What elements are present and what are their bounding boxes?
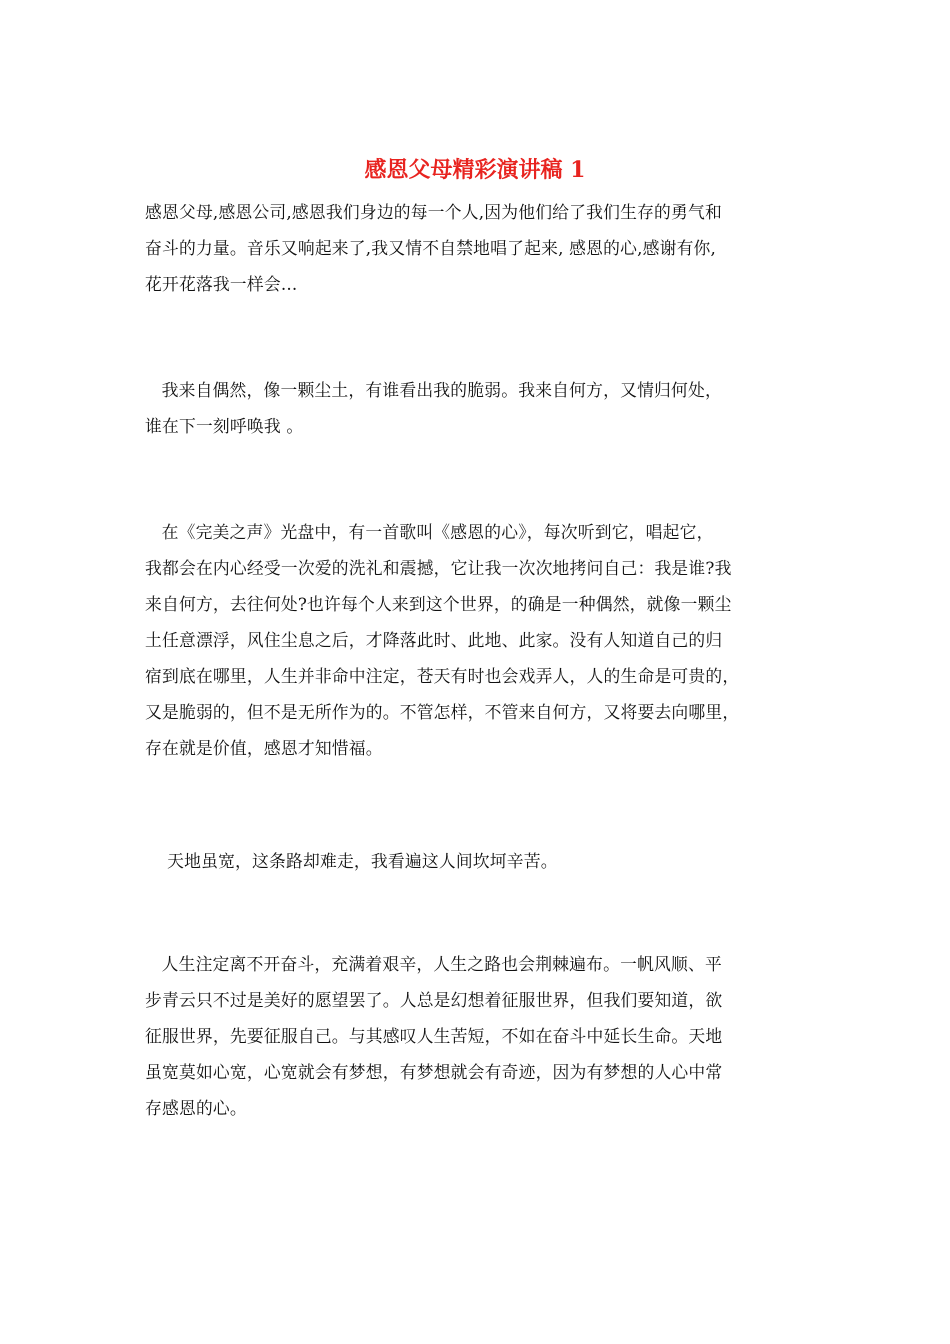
paragraph-line: 花开花落我一样会... bbox=[145, 274, 298, 294]
paragraph-4 bbox=[145, 843, 805, 879]
paragraph-line: 存在就是价值，感恩才知惜福。 bbox=[145, 738, 383, 758]
paragraph-1 bbox=[145, 194, 805, 302]
paragraph-2 bbox=[145, 372, 805, 444]
paragraph-line: 奋斗的力量。音乐又响起来了,我又情不自禁地唱了起来, 感恩的心,感谢有你, bbox=[145, 238, 717, 258]
paragraph-line: 人生注定离不开奋斗，充满着艰辛，人生之路也会荆棘遍布。一帆风顺、平 bbox=[145, 954, 722, 974]
paragraph-line: 感恩父母,感恩公司,感恩我们身边的每一个人,因为他们给了我们生存的勇气和 bbox=[145, 202, 722, 222]
paragraph-line: 在《完美之声》光盘中，有一首歌叫《感恩的心》，每次听到它，唱起它， bbox=[145, 522, 714, 542]
paragraph-line: 土任意漂浮，风住尘息之后，才降落此时、此地、此家。没有人知道自己的归 bbox=[145, 630, 723, 650]
paragraph-line: 来自何方，去往何处?也许每个人来到这个世界，的确是一种偶然，就像一颗尘 bbox=[145, 594, 732, 614]
paragraph-line: 谁在下一刻呼唤我 。 bbox=[145, 416, 304, 436]
paragraph-line: 我都会在内心经受一次爱的洗礼和震撼，它让我一次次地拷问自己：我是谁?我 bbox=[145, 558, 732, 578]
paragraph-5 bbox=[145, 946, 805, 1126]
document-title: 感恩父母精彩演讲稿 1 bbox=[364, 157, 586, 183]
paragraph-line: 虽宽莫如心宽，心宽就会有梦想，有梦想就会有奇迹，因为有梦想的人心中常 bbox=[145, 1062, 723, 1082]
paragraph-3 bbox=[145, 514, 805, 766]
paragraph-line: 又是脆弱的，但不是无所作为的。不管怎样，不管来自何方，又将要去向哪里， bbox=[145, 702, 740, 722]
paragraph-line: 征服世界，先要征服自己。与其感叹人生苦短，不如在奋斗中延长生命。天地 bbox=[145, 1026, 723, 1046]
paragraph-line: 我来自偶然，像一颗尘土，有谁看出我的脆弱。我来自何方，又情归何处， bbox=[145, 380, 722, 400]
paragraph-line: 天地虽宽，这条路却难走，我看遍这人间坎坷辛苦。 bbox=[145, 851, 558, 871]
paragraph-line: 步青云只不过是美好的愿望罢了。人总是幻想着征服世界，但我们要知道，欲 bbox=[145, 990, 723, 1010]
paragraph-line: 宿到底在哪里，人生并非命中注定，苍天有时也会戏弄人，人的生命是可贵的， bbox=[145, 666, 740, 686]
paragraph-line: 存感恩的心。 bbox=[145, 1098, 247, 1118]
